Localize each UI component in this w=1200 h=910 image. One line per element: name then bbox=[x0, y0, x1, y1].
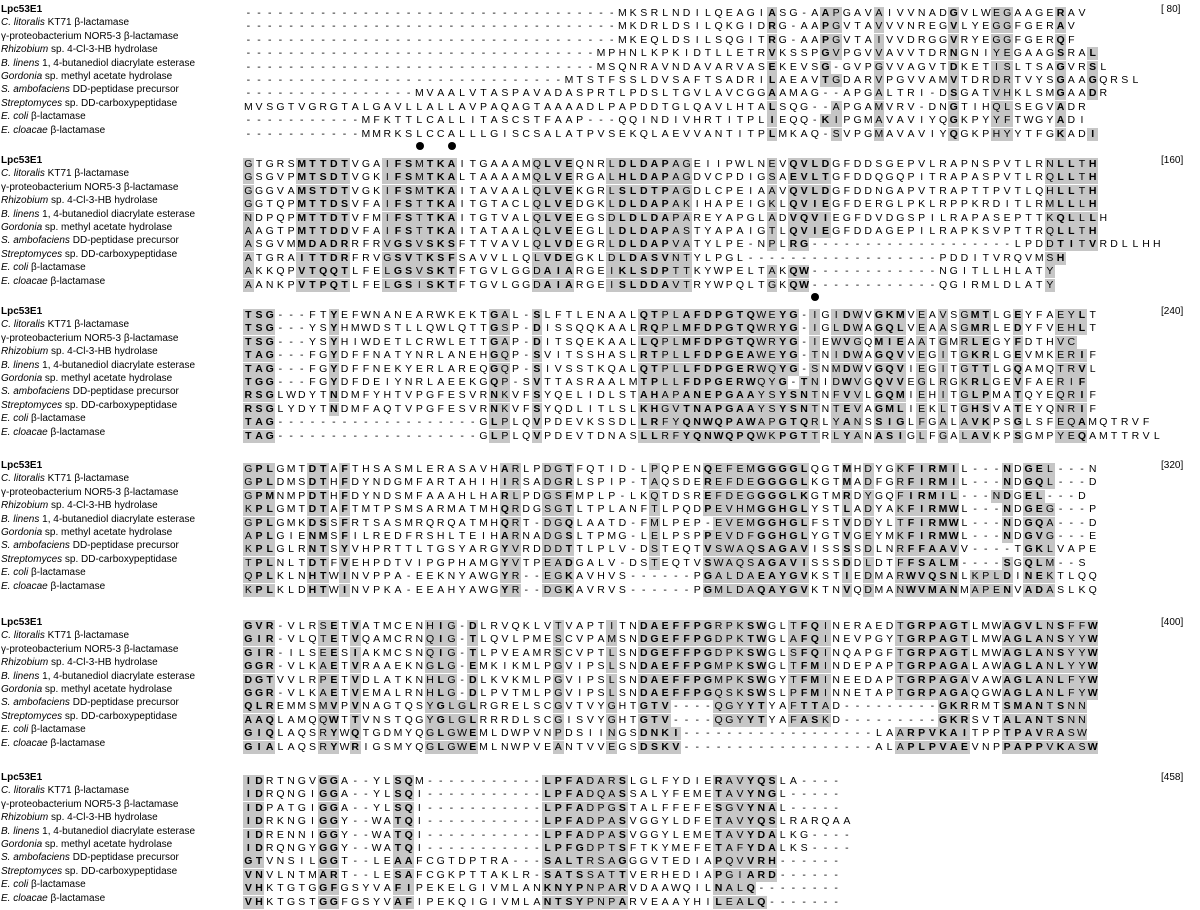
motif-dot-marker bbox=[811, 293, 819, 301]
species-label: Streptomyces sp. DD-carboxypeptidase bbox=[1, 97, 178, 109]
species-label: γ-proteobacterium NOR5-3 β-lactamase bbox=[1, 798, 179, 810]
sequence-text: A S G V M M D A D R R F R V G S V S K S F T T V A V L Q L V D E G R L D L D A P V A T Y L P E - N P L R G - - - - - - - - - - - - - - - - - - - L P D D T I T V R D L L H H bbox=[244, 238, 1161, 251]
species-label: Streptomyces sp. DD-carboxypeptidase bbox=[1, 710, 178, 722]
species-label: E. coli β-lactamase bbox=[1, 724, 86, 736]
sequence-text: G I Q L A Q S R Y W Q T G D M Y Q G L G W E M L D W P V N P D S I I N G S D N K I - - - - - - - - - - - - - - - - - - L A A R P V K A I T P P T P A V R A S W bbox=[244, 727, 1087, 740]
species-label: S. ambofaciens DD-peptidase precursor bbox=[1, 852, 179, 864]
sequence-text: A A N K P V T P Q T L F E L G S I S K T F T G V L G G D A I A R G E I S L D D A V T R Y W P Q L T G K Q W - - - - - - - - - - - - Q G I R M L D L A T Y bbox=[244, 278, 1054, 291]
sequence-text: G I R - I L S E E S I A K M C S N Q I G - T L P V E A M R S C V P T L S N D G E F F P G D P K S W G L S F Q I N Q A P G F T G R P A G T L MW A G L A N S Y Y W bbox=[244, 646, 1098, 659]
position-label: [160] bbox=[1161, 155, 1184, 166]
species-label: B. linens 1, 4-butanediol diacrylate esterase bbox=[1, 208, 196, 220]
alignment-row bbox=[0, 851, 1200, 868]
alignment-row bbox=[0, 472, 1200, 489]
species-label: E. cloacae β-lactamase bbox=[1, 892, 106, 904]
sequence-text: - - - - - - - - - - - M F K T T L C A L L I T A S C S T F A A P - - - Q Q I N D I V H R T I T P L I E Q Q - K I P G M A V A V I Y Q G K P Y Y F T W G Y A D I bbox=[246, 114, 1084, 127]
alignment-row bbox=[0, 656, 1200, 673]
species-label: S. ambofaciens DD-peptidase precursor bbox=[1, 84, 179, 96]
sequence-text: T P L N L T D T F V E H P D T V I P G P H A M G Y V T P E A D G A L V - D S T E Q T V S W A Q S A G A V I S S S D D L D T F F S A L M - - - - S G Q L M - - S bbox=[243, 553, 1087, 566]
sequence-text: Q L R E M M S M V P V N A G T Q S Y G L G L R G R E L S C G V T V Y G H T G T V - - - - Q G Y Y T Y A F T T A D - - - - - - - - - G K R R M T S M A N T S N N bbox=[244, 700, 1086, 713]
alignment-row bbox=[0, 683, 1200, 699]
sequence-text: N D P Q P M T T D T V F M I F S T T K A I T G T V A L Q L V E E G S D L D L D A P A R E Y A P G L A D V Q V I E G F D V D G S P I L R A P A S E P T T K Q L L L H bbox=[244, 211, 1108, 224]
alignment-row bbox=[0, 710, 1200, 726]
sequence-text: K P L G L R N T S Y V H P R T T L T G S Y A R G Y V R D D D T T L P L V - D S T E Q T V S W A Q S A G A V I S S S S D L N R F F A A V V - - - - T G K L V A P E bbox=[244, 543, 1097, 556]
alignment-row bbox=[0, 865, 1200, 881]
species-label: E. coli β-lactamase bbox=[1, 262, 86, 274]
species-label: B. linens 1, 4-butanediol diacrylate esterase bbox=[1, 670, 196, 682]
species-label: E. coli β-lactamase bbox=[1, 879, 86, 891]
alignment-row bbox=[0, 57, 1200, 73]
alignment-row bbox=[0, 811, 1200, 828]
sequence-text: V H K T G T G G F G S Y V A F I P E K E L G I V M L A N K N Y P N P A R V D A A W Q I L N A L Q - - - - - - - - bbox=[244, 882, 838, 895]
alignment-row bbox=[0, 234, 1200, 251]
species-label: γ-proteobacterium NOR5-3 β-lactamase bbox=[1, 332, 179, 344]
motif-dot-marker bbox=[416, 142, 424, 150]
sequence-text: G I A L A Q S R Y W R I G S M Y Q G L G W E M L N W P V E A N T V V E G S D S K V - - - - - - - - - - - - - - - - - - A L A P L P V A E V N P P A P P V K A S W bbox=[244, 740, 1098, 753]
species-label: S. ambofaciens DD-peptidase precursor bbox=[1, 235, 179, 247]
species-label: Lpc53E1 bbox=[1, 4, 43, 15]
alignment-row bbox=[0, 97, 1200, 113]
alignment-row bbox=[0, 629, 1200, 646]
sequence-text: T A G - - - F G Y D F F N E K Y E R L A R E Q G Q P - S I V S S T K Q A L Q T P L L F D P G E R W Q Y G - S N M D W V G Q V I E G I T G T T L G Q A M Q T R V L bbox=[243, 359, 1098, 372]
sequence-text: V H K T G S T G G F G S Y V A F I P E K Q I G I V M L A N T S Y P N P A R V E A A Y H I L E A L Q - - - - - - - bbox=[244, 895, 838, 908]
sequence-text: T G G - - - F G Y D F D E I Y N R L A E E K G Q P - S V T T A S R A A L M T P L L F D P G E R W Q Y G - T N I D W V G Q V V E G L R G K R L G E V F A E R I F bbox=[243, 372, 1087, 385]
species-label: E. coli β-lactamase bbox=[1, 567, 86, 579]
alignment-row bbox=[0, 305, 1200, 321]
species-label: Rhizobium sp. 4-Cl-3-HB hydrolase bbox=[1, 812, 158, 824]
position-label: [240] bbox=[1161, 306, 1184, 317]
sequence-text: - - - - - - - - - - - - - - - - - - - - - - - - - - - - - - - - - - - M K D R L D S I L Q K G I D R G - A A P G V T A V V V N R E G V L Y E G G F G E R A V bbox=[246, 20, 1075, 33]
species-label: γ-proteobacterium NOR5-3 β-lactamase bbox=[1, 181, 179, 193]
alignment-row bbox=[0, 892, 1200, 908]
sequence-text: T S G - - - F T Y E F W N A N E A R W K E K T G A L - S L F T L E N A A L Q T P L A F D P G T Q W E Y G - I G I D W V G K M V E A V S G M T L G E Y F A E Y L T bbox=[243, 305, 1098, 318]
species-label: Lpc53E1 bbox=[1, 306, 43, 317]
motif-dot-marker bbox=[448, 142, 456, 150]
species-label: C. litoralis KT71 β-lactamase bbox=[1, 17, 130, 29]
sequence-text: G P L G M K D S S F R T S A S M R Q R Q A T M H Q R T - D G Q L A A T D - F M L P E P - E V E M G G H G L F S T V D D Y L T F I R MW L - - - N D G Q A - - - D bbox=[244, 516, 1097, 529]
sequence-text: G P L G M T D T A F T H S A S M L E R A S A V H A R L P D G T F Q T I D - L P Q P E N Q E F E M G G G G L Q G T M H D Y G K F I R M I L - - - N D G E L - - - N bbox=[244, 463, 1097, 475]
sequence-text: I D R T N G V G G A - - Y L S Q M - - - - - - - - - - - L P F A D A R S L G L F Y D I E R A V Y Q S L A - - - - bbox=[243, 771, 842, 784]
position-label: [400] bbox=[1161, 617, 1184, 628]
position-label: [320] bbox=[1161, 460, 1184, 471]
alignment-row bbox=[0, 513, 1200, 529]
species-label: Rhizobium sp. 4-Cl-3-HB hydrolase bbox=[1, 346, 158, 358]
alignment-row bbox=[0, 372, 1200, 388]
alignment-row bbox=[0, 30, 1200, 46]
species-label: B. linens 1, 4-butanediol diacrylate esterase bbox=[1, 359, 196, 371]
species-label: Lpc53E1 bbox=[1, 772, 43, 783]
species-label: γ-proteobacterium NOR5-3 β-lactamase bbox=[1, 643, 179, 655]
sequence-text: I D R Q N G I G G A - - Y L S Q I - - - - - - - - - - - L P F A D Q A S S A L Y F E M E T A V Y N G L - - - - - bbox=[243, 784, 842, 797]
sequence-text: A K K Q P V T Q Q T L F E L G S V S K T F T G V L G G D A I A R G E I K L S D P T T K Y W P E L T A K Q W - - - - - - - - - - - - N G I T L L H L A T Y bbox=[244, 265, 1054, 278]
sequence-text: - - - - - - - - - - - M M R K S L C C A L L L G I S C S A L A T P V S E K Q L A E V V A N T I T P L M K A Q - S V P G M A V A V I Y Q G K P H Y Y T F G K A D I bbox=[243, 124, 1098, 137]
alignment-row bbox=[0, 248, 1200, 264]
species-label: C. litoralis KT71 β-lactamase bbox=[1, 168, 130, 180]
alignment-row bbox=[0, 798, 1200, 814]
species-label: E. cloacae β-lactamase bbox=[1, 737, 106, 749]
alignment-row bbox=[0, 566, 1200, 583]
sequence-text: Q P L K L N H T W I N V P P A - E E K N Y A W G Y R - - E G K A V H V S - - - - - - P G A L D A E A Y G V K S T I E D M A R W V Q S N L K P L D I N E K T L Q Q bbox=[244, 570, 1097, 583]
alignment-row bbox=[0, 526, 1200, 542]
species-label: C. litoralis KT71 β-lactamase bbox=[1, 785, 130, 797]
sequence-text: G V R - V L R S E T V A T M C E N H I G - D L R V Q K L V T V A P T I T N D A E F F P G R P K S W G L T F Q I N E R A E D T G R P A G T L MW A G V L N S F F W bbox=[244, 620, 1098, 632]
species-label: Rhizobium sp. 4-Cl-3-HB hydrolase bbox=[1, 195, 158, 207]
species-label: S. ambofaciens DD-peptidase precursor bbox=[1, 697, 179, 709]
species-label: E. cloacae β-lactamase bbox=[1, 580, 106, 592]
sequence-text: - - - - - - - - - - - - - - - - - - - - - - - - - - - - - - - - - - - M K S R L N D I L Q E A G I A S G - A A P G A V A I V V N A D G V L W E G A A G E R A V bbox=[246, 7, 1086, 19]
species-label: C. litoralis KT71 β-lactamase bbox=[1, 473, 130, 485]
sequence-text: K P L G M T D T A F T M T P S M S A R M A T M H Q R D G S G T L T P L A N F T L P Q D P E V H M G G H G L Y S T L A D Y A K F I R MW L - - - N D G E G - - - P bbox=[244, 503, 1097, 516]
sequence-text: I D P A T G I G G A - - Y L S Q I - - - - - - - - - - - L P F A D P G S T A L F F E F E S G V Y N A L - - - - - bbox=[243, 798, 842, 811]
species-label: S. ambofaciens DD-peptidase precursor bbox=[1, 386, 179, 398]
species-label: C. litoralis KT71 β-lactamase bbox=[1, 319, 130, 331]
alignment-row bbox=[0, 696, 1200, 713]
alignment-row bbox=[0, 459, 1200, 475]
sequence-text: G G T Q P M T T D S V F A I F S T T K A I T G T A C L Q L V E D G K L D L D A P A K I H A P E I G K L Q V I E G F D E R G L P K L R P P K R D I T L R M L L L H bbox=[244, 198, 1097, 211]
sequence-text: T A G - - - - - - - - - - - - - - - - - - - G L P L Q V P D E V T D N A S L L R F Y Q N W Q P Q W K P G T T R L Y A N A S I G L F G A L A V K P S G M P Y E Q A M T T R V L bbox=[243, 426, 1162, 439]
sequence-text: A A Q L A M Q Q W T T V N S T Q G Y G L G L R R R D L S C G I S V Y G H T G T V - - - - Q G Y Y T Y A F A S K D - - - - - - - - - G K R S V T A L A N T S N N bbox=[244, 713, 1086, 726]
sequence-text: - - - - - - - - - - - - - - - - M V A A L V T A S P A V A D A S P R T L P D S L T G V L A V C G G A A M A G - - A P G A L T R I - D S G A T V H K L S M G A A D R bbox=[246, 87, 1108, 100]
species-label: Streptomyces sp. DD-carboxypeptidase bbox=[1, 865, 178, 877]
sequence-text: K P L K L D H T W I N V P K A - E E A H Y A W G Y R - - D G K A V R V S - - - - - - P G M L D A Q A Y G V K T N V Q D M A N W V M A N M A P E N V A D A S L K Q bbox=[244, 583, 1097, 596]
sequence-text: G T G R S M T T D T V G A I F S M T K A I T G A A A M Q L V E Q N R L D L D A P A G E I I P W L N E V Q V L D G F D D S G E P V L R A P N S P V T L R N L L T H bbox=[244, 158, 1097, 170]
sequence-text: - - - - - - - - - - - - - - - - - - - - - - - - - - - - - - - - - M S Q N R A V N D A V A R V A S E K E V S G - G V P G V V A G V T D K E T I S L T S A G V R S L bbox=[246, 60, 1107, 73]
alignment-row bbox=[0, 124, 1200, 140]
alignment-row bbox=[0, 723, 1200, 740]
alignment-row bbox=[0, 194, 1200, 211]
sequence-text: A A G T P M T T D D V F A I F S T T K A I T A T A A L Q L V E E G L L D L D A P A S T Y A P A I G T L Q V I E G F D D A G E P I L R A P K S V P T T R Q L L T H bbox=[244, 225, 1097, 237]
sequence-text: G P M N M P D T H F D Y N D S M F A A A H L H A R L P D G S F M P L P - L K Q T D S R E F D E G G G G L K G T M R D Y G Q F I R M I L - - - N D G E L - - - D bbox=[244, 489, 1086, 502]
sequence-text: A P L G I E N M S F I L R E D F R S H L T E I H A R N A D G S L T P M G - L E L P S P P E V D F G G H G L Y G T V G E Y M K F I R MW L - - - N D G V G - - - E bbox=[244, 530, 1097, 542]
sequence-text: V N V L N T M A R T - - L E S A F C G K P T T A K L R - S A T S S A T T V E R H E D I A P G I A R D - - - - - - bbox=[244, 868, 838, 881]
species-label: Streptomyces sp. DD-carboxypeptidase bbox=[1, 399, 178, 411]
sequence-text: R S G L Y D Y T N D M F A Q T V P G F E S V R N K V F S Y Q D L I T L S L K H G V T N A P G A A Y S Y S N T N T E V A G M L I E K L T G H S V A T E Y Q N R I F bbox=[244, 402, 1096, 415]
species-label: C. litoralis KT71 β-lactamase bbox=[1, 630, 130, 642]
species-label: B. linens 1, 4-butanediol diacrylate esterase bbox=[1, 825, 196, 837]
species-label: E. cloacae β-lactamase bbox=[1, 124, 106, 136]
alignment-row bbox=[0, 208, 1200, 224]
species-label: Gordonia sp. methyl acetate hydrolase bbox=[1, 222, 173, 233]
alignment-row bbox=[0, 580, 1200, 596]
sequence-text: G P L D M S D T H F D Y N D G M F A R T A H I H I R S A D G R L S P I P - T A Q S D E R E F D E G G G G L K G T M A D F G R F I R M I L - - - N D G Q L - - - D bbox=[244, 476, 1097, 489]
alignment-row bbox=[0, 261, 1200, 278]
alignment-row bbox=[0, 70, 1200, 86]
species-label: Streptomyces sp. DD-carboxypeptidase bbox=[1, 553, 178, 565]
position-label: [458] bbox=[1161, 772, 1184, 783]
species-label: E. cloacae β-lactamase bbox=[1, 275, 106, 287]
alignment-row bbox=[0, 838, 1200, 854]
sequence-text: D G T V V L R P E T V D L A T K N H L G - D L K V K M L P G V I P S L S N D A E F F P G M P K S W G Y T F M I N E E D A P T G R P A G A V A W A G L A N L F Y W bbox=[244, 673, 1098, 686]
species-label: E. coli β-lactamase bbox=[1, 111, 86, 123]
species-label: Rhizobium sp. 4-Cl-3-HB hydrolase bbox=[1, 500, 158, 512]
sequence-text: - - - - - - - - - - - - - - - - - - - - - - - - - - - - - - - - - - - M K E Q L D S I L S Q G I T R G - A A P G V T A I V V D R G G V R Y E G G F G E R Q F bbox=[246, 33, 1075, 46]
alignment-row bbox=[0, 878, 1200, 895]
sequence-text: T A G - - - F G Y D F F N A T Y N R L A N E H G Q P - S V I T S S H A S L R T P L L F D P G E A W E Y G - T N I D W A G Q V V E G I T G K R L G E V M K E R I F bbox=[243, 345, 1098, 358]
alignment-row bbox=[0, 83, 1200, 100]
alignment-row bbox=[0, 539, 1200, 556]
alignment-row bbox=[0, 167, 1200, 184]
sequence-text: - - - - - - - - - - - - - - - - - - - - - - - - - - - - - - M T S T F S S L D V S A F T S A D R I L A E A V T G D A R V P G V V A M V T D R D R T V Y S G A A G Q R S L bbox=[246, 74, 1139, 86]
species-label: Gordonia sp. methyl acetate hydrolase bbox=[1, 839, 173, 850]
species-label: Gordonia sp. methyl acetate hydrolase bbox=[1, 373, 173, 384]
alignment-row bbox=[0, 332, 1200, 348]
position-label: [ 80] bbox=[1161, 4, 1181, 15]
alignment-row bbox=[0, 275, 1200, 291]
species-label: Lpc53E1 bbox=[1, 460, 43, 471]
species-label: Rhizobium sp. 4-Cl-3-HB hydrolase bbox=[1, 657, 158, 669]
species-label: Gordonia sp. methyl acetate hydrolase bbox=[1, 71, 173, 82]
sequence-text: I D R Q N G Y G G Y - - W A T Q I - - - - - - - - - - - L P F G D P T S F T K Y M E F E T A F Y D A L K S - - - - bbox=[243, 838, 852, 851]
species-label: Lpc53E1 bbox=[1, 617, 43, 628]
sequence-text: - - - - - - - - - - - - - - - - - - - - - - - - - - - - - - - - - M P H N L K P K I D T L L E T R V K S S P G V P G V V A V V T D R N G N I Y E G A A G S R A L bbox=[243, 43, 1098, 56]
species-label: Streptomyces sp. DD-carboxypeptidase bbox=[1, 248, 178, 260]
alignment-row bbox=[0, 318, 1200, 335]
alignment-row bbox=[0, 110, 1200, 127]
sequence-text: G G G V A M S T D T V G K I F S M T K A I T A V A A L Q L V E K G R L S L D T P A G D L C P E I A A V Q V L D G F D D N G A P V T R A P T T P V T L Q H L L T H bbox=[244, 184, 1097, 197]
species-label: Gordonia sp. methyl acetate hydrolase bbox=[1, 684, 173, 695]
species-label: S. ambofaciens DD-peptidase precursor bbox=[1, 540, 179, 552]
sequence-text: G S G V P M T S D T V G K I F S M T K A L T A A A A M Q L V E R G A L H L D A P A G D V C P D I G S A E V L T G F D D Q G Q P I T R A P A S P V T L R Q L L T H bbox=[244, 171, 1097, 184]
sequence-text: T S G - - - Y S Y H MW D S T L L Q W L Q T T G S P - D I S S Q Q K A A L R Q P L M F D P G T Q W R Y G - I G L D W A G Q L V E A A S G M R L E D Y F V E H L T bbox=[243, 318, 1098, 331]
sequence-text: R S G L W D Y T N D M F Y H T V P G F E S V R N K V F S Y Q E L I D L S T A H A P A N E P G A A Y S Y S N T N F V V L G Q M I E H I T G L P M A T Q Y E Q R I F bbox=[244, 389, 1096, 402]
alignment-row bbox=[0, 359, 1200, 375]
alignment-row bbox=[0, 43, 1200, 60]
alignment-row bbox=[0, 784, 1200, 801]
sequence-text: T S G - - - Y S Y H I W D E T L C R W L E T T G A P - D I T S Q E K A A L L Q P L M F D P G T Q W R Y G - I E W V G Q M I E A A T G M R L E G Y F D T H V C bbox=[243, 332, 1077, 345]
alignment-row bbox=[0, 499, 1200, 516]
alignment-row bbox=[0, 16, 1200, 33]
alignment-row bbox=[0, 412, 1200, 429]
species-label: B. linens 1, 4-butanediol diacrylate esterase bbox=[1, 513, 196, 525]
alignment-row bbox=[0, 399, 1200, 415]
alignment-row bbox=[0, 221, 1200, 237]
alignment-row bbox=[0, 670, 1200, 686]
alignment-row bbox=[0, 616, 1200, 632]
alignment-row bbox=[0, 3, 1200, 19]
species-label: B. linens 1, 4-butanediol diacrylate esterase bbox=[1, 57, 196, 69]
alignment-row bbox=[0, 385, 1200, 402]
alignment-row bbox=[0, 771, 1200, 787]
alignment-row bbox=[0, 426, 1200, 442]
sequence-text: I D R E N N I G G Y - - W A T Q I - - - - - - - - - - - L P F A D P A S V G G Y L E M E T A V Y D A L K G - - - - bbox=[243, 825, 852, 838]
sequence-text: T A G - - - - - - - - - - - - - - - - - - - G L P L Q V P D E V K S S D L L R F Y Q N W Q P A W A P G T Q R L Y A N S S I G L F G A L A V K P S G L S F E Q A M Q T R V F bbox=[243, 412, 1151, 425]
sequence-text: G T V N S I L G G T - - L E A A F C G T D P T R A - - - S A L T R S A G G G V T E D I A P Q V V R H - - - - - - bbox=[244, 855, 838, 868]
alignment-row bbox=[0, 181, 1200, 197]
species-label: γ-proteobacterium NOR5-3 β-lactamase bbox=[1, 486, 179, 498]
alignment-row bbox=[0, 486, 1200, 502]
sequence-text: G G R - V L K A E T V E M A L R N H L G - D L P V T M L P G V I P S L S N D A E F F P G Q S K S W S L P F M I N N E T A P T G R P A G A Q G W A G L A N L F Y W bbox=[244, 687, 1098, 699]
species-label: γ-proteobacterium NOR5-3 β-lactamase bbox=[1, 30, 179, 42]
species-label: E. coli β-lactamase bbox=[1, 413, 86, 425]
species-label: Rhizobium sp. 4-Cl-3-HB hydrolase bbox=[1, 44, 158, 56]
sequence-text: A T G R A I T T D R F R V G S V T K S F S A V V L L Q L V D E G K L D L D A S V N T Y L P G L - - - - - - - - - - - - - - - - - - P D D I T V R Q V M S H bbox=[244, 251, 1065, 264]
species-label: Gordonia sp. methyl acetate hydrolase bbox=[1, 527, 173, 538]
alignment-row bbox=[0, 154, 1200, 170]
alignment-row bbox=[0, 553, 1200, 569]
sequence-text: G G R - V L K A E T V R A A E K N G L G - E M K I K M L P G V I P S L S N D A E F F P G M P K S W G L T F M I N D E P A P T G R P A G A L A W A G L A N L Y Y W bbox=[244, 660, 1098, 673]
alignment-row bbox=[0, 737, 1200, 753]
alignment-row bbox=[0, 643, 1200, 659]
sequence-text: I D R K N G I G G Y - - W A T Q I - - - - - - - - - - - L P F A D P A S V G G Y L D F E T A V Y Q S L R A R Q A A bbox=[243, 811, 852, 824]
species-label: Lpc53E1 bbox=[1, 155, 43, 166]
sequence-text: G I R - V L Q T E T V Q A M C R N Q I G - T L Q V L P M E S C V P A M S N D G E F F P G D P K T W G L A F Q I N E V P G Y T G R P A G T L MW A G L A N S Y Y W bbox=[244, 633, 1098, 646]
species-label: E. cloacae β-lactamase bbox=[1, 426, 106, 438]
sequence-text: M V S G T V G R G T A L G A V L L A L L A V P A Q A G T A A A A D L P A P D D T G L Q A V L H T A L S Q G - - A P G A M V R V - D N G T I H Q L S E G V A D R bbox=[243, 100, 1086, 113]
alignment-row bbox=[0, 825, 1200, 841]
alignment-row bbox=[0, 345, 1200, 362]
